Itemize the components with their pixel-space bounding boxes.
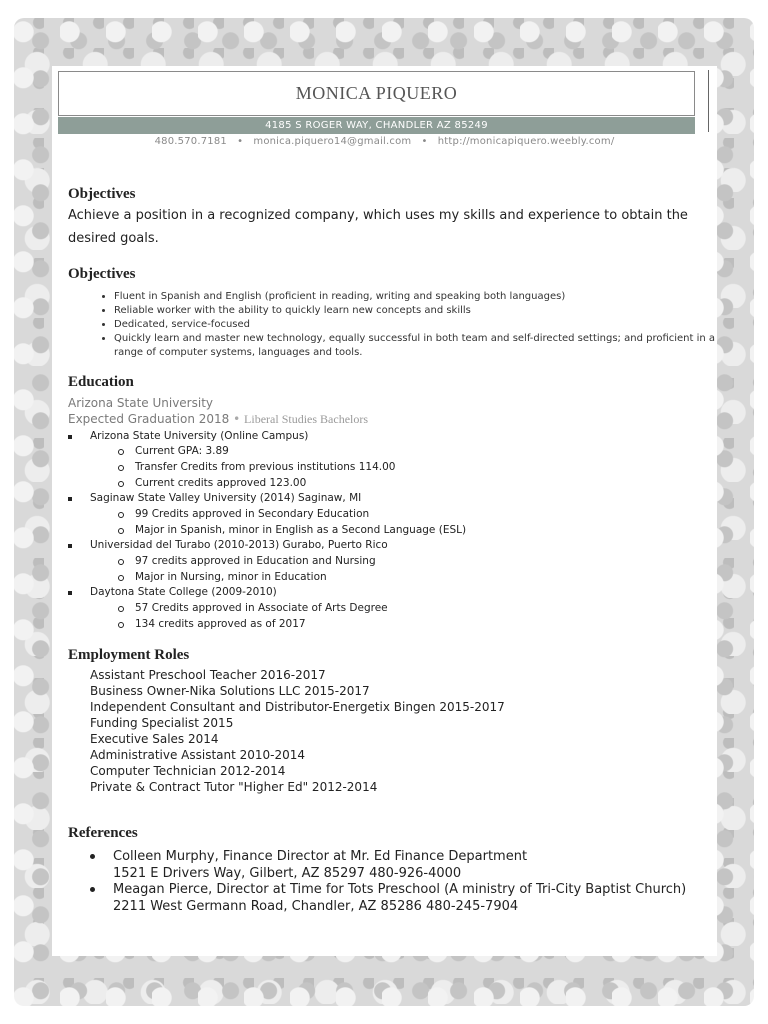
- resume-page: [52, 66, 717, 956]
- name-header: [58, 71, 695, 116]
- education-entry: Saginaw State Valley University (2014) Saginaw, MI: [68, 492, 339, 504]
- education-graduation: [68, 412, 368, 427]
- education-school: Arizona State University: [68, 396, 214, 410]
- candidate-name: MONICA PIQUERO: [295, 83, 458, 103]
- education-detail: Current GPA: 3.89: [118, 445, 212, 457]
- employment-heading: Employment Roles: [68, 647, 190, 663]
- objectives2-heading: Objectives: [68, 266, 136, 282]
- list-item: • Fluent in Spanish and English (proficient in reading, writing and speaking both languages): [114, 290, 726, 304]
- graduation-text: Expected Graduation 2018: [68, 412, 230, 426]
- employment-role: Executive Sales 2014: [90, 732, 219, 746]
- education-detail: 57 Credits approved in Associate of Arts Degree: [118, 602, 371, 614]
- degree-separator: •: [233, 412, 241, 426]
- list-item: • Quickly learn and master new technology, equally successful in both team and self-directed settings; and proficient in a range of computer systems, languages and tools.: [114, 332, 726, 360]
- education-entry: Universidad del Turabo (2010-2013) Gurabo, Puerto Rico: [68, 539, 366, 551]
- objectives-heading: Objectives: [68, 186, 136, 202]
- degree-text: Liberal Studies Bachelors: [244, 412, 369, 426]
- references-heading: References: [68, 825, 138, 841]
- address-bar: [58, 117, 695, 134]
- header-divider: [708, 70, 709, 132]
- reference-item: [90, 848, 528, 882]
- employment-role: Computer Technician 2012-2014: [90, 764, 286, 778]
- phone-text: 480.570.7181: [154, 136, 227, 147]
- objectives-text: Achieve a position in a recognized company, which uses my skills and experience to obtain the desired goals.: [68, 208, 688, 246]
- contact-line: [52, 136, 717, 147]
- employment-role: Independent Consultant and Distributor-Energetix Bingen 2015-2017: [90, 700, 505, 714]
- employment-role: Assistant Preschool Teacher 2016-2017: [90, 668, 326, 682]
- education-entry: Daytona State College (2009-2010): [68, 586, 255, 598]
- reference-address: 1521 E Drivers Way, Gilbert, AZ 85297 480-926-4000: [113, 866, 462, 881]
- reference-address: 2211 West Germann Road, Chandler, AZ 85286 480-245-7904: [113, 899, 519, 914]
- education-detail: Major in Nursing, minor in Education: [118, 571, 310, 583]
- education-detail: 99 Credits approved in Secondary Education: [118, 508, 352, 520]
- employment-role: Business Owner-Nika Solutions LLC 2015-2017: [90, 684, 370, 698]
- contact-separator: •: [421, 136, 428, 147]
- education-heading: Education: [68, 374, 134, 390]
- education-detail: Major in Spanish, minor in English as a Second Language (ESL): [118, 524, 449, 536]
- education-entry: Arizona State University (Online Campus): [68, 430, 286, 442]
- objectives2-list: [88, 290, 726, 360]
- reference-item: [90, 881, 687, 915]
- education-detail: Current credits approved 123.00: [118, 477, 289, 489]
- reference-name: Colleen Murphy, Finance Director at Mr. Ed Finance Department: [113, 849, 528, 864]
- list-item: • Reliable worker with the ability to quickly learn new concepts and skills: [114, 304, 726, 318]
- employment-role: Administrative Assistant 2010-2014: [90, 748, 306, 762]
- contact-separator: •: [237, 136, 244, 147]
- email-text: monica.piquero14@gmail.com: [253, 136, 412, 147]
- education-detail: 134 credits approved as of 2017: [118, 618, 289, 630]
- employment-role: Private & Contract Tutor "Higher Ed" 2012-2014: [90, 780, 378, 794]
- list-item: • Dedicated, service-focused: [114, 318, 726, 332]
- education-detail: 97 credits approved in Education and Nursing: [118, 555, 359, 567]
- address-text: 4185 S ROGER WAY, CHANDLER AZ 85249: [265, 120, 488, 131]
- website-text: http://monicapiquero.weebly.com/: [437, 136, 615, 147]
- education-detail: Transfer Credits from previous institutions 114.00: [118, 461, 378, 473]
- reference-name: Meagan Pierce, Director at Time for Tots Preschool (A ministry of Tri-City Baptist Church): [113, 882, 687, 897]
- employment-role: Funding Specialist 2015: [90, 716, 234, 730]
